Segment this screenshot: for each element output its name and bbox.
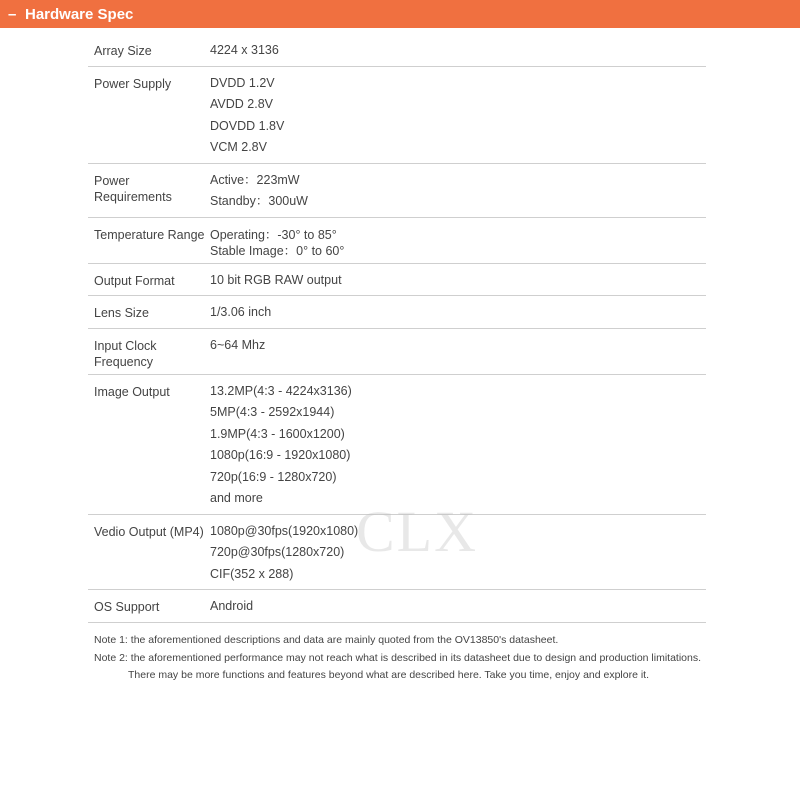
spec-label: Input Clock Frequency: [94, 338, 157, 369]
spec-value-line: DVDD 1.2V: [210, 75, 275, 90]
collapse-icon[interactable]: –: [8, 5, 17, 23]
spec-value: [210, 224, 706, 259]
spec-value-line: 1/3.06 inch: [210, 305, 272, 319]
spec-row-array-size: [88, 34, 706, 67]
spec-value: [210, 302, 706, 324]
note-2: Note 2: the aforementioned performance may not reach what is described in its datasheet due to design and production limitations.: [94, 651, 702, 664]
spec-value-line: Android: [210, 599, 254, 613]
spec-label: Vedio Output (MP4): [94, 524, 204, 539]
spec-label: Temperature Range: [94, 227, 205, 242]
notes: [94, 632, 774, 685]
spec-value-line: AVDD 2.8V: [210, 97, 273, 111]
note-1: Note 1: the aforementioned descriptions and data are mainly quoted from the OV13850's datasheet.: [94, 634, 559, 646]
spec-value-line: 1080p@30fps(1920x1080): [210, 523, 359, 538]
spec-value-line: 720p(16:9 - 1280x720): [210, 469, 337, 484]
spec-value: [210, 270, 706, 292]
spec-label: Array Size: [94, 44, 152, 58]
spec-row-image-output: [88, 375, 706, 515]
spec-row-power-supply: [88, 67, 706, 164]
spec-value-line: 10 bit RGB RAW output: [210, 272, 342, 287]
spec-label: OS Support: [94, 600, 160, 614]
spec-label: Power Requirements: [94, 173, 172, 204]
spec-label: Output Format: [94, 273, 175, 288]
note-2-continued: There may be more functions and features beyond what are described here. Take you time, enjoy and explore it.: [128, 669, 650, 681]
spec-value: [210, 335, 706, 370]
spec-value-line: Standby：300uW: [210, 194, 308, 208]
spec-value-line: 1.9MP(4:3 - 1600x1200): [210, 426, 345, 441]
spec-value-line: 4224 x 3136: [210, 43, 279, 57]
section-title: Hardware Spec: [25, 5, 134, 23]
spec-value-line: 720p@30fps(1280x720): [210, 545, 345, 559]
spec-value-line: 1080p(16:9 - 1920x1080): [210, 448, 351, 462]
spec-value-line: CIF(352 x 288): [210, 566, 294, 581]
spec-row-input-clock: [88, 329, 706, 375]
spec-value-line: 13.2MP(4:3 - 4224x3136): [210, 383, 352, 398]
spec-value: [210, 73, 706, 159]
spec-value-line: Stable Image：0° to 60°: [210, 243, 345, 258]
spec-label: Lens Size: [94, 306, 149, 320]
spec-row-output-format: [88, 264, 706, 297]
section-header: [0, 0, 800, 28]
watermark: CLX: [356, 499, 478, 564]
spec-row-os-support: [88, 590, 706, 623]
spec-value: [210, 170, 706, 213]
spec-row-temperature-range: [88, 218, 706, 264]
spec-value-line: Active：223mW: [210, 172, 300, 187]
spec-label: Power Supply: [94, 76, 172, 91]
spec-value-line: Operating：-30° to 85°: [210, 227, 337, 242]
spec-value-line: and more: [210, 491, 263, 505]
spec-value: [210, 40, 706, 62]
spec-value-line: 5MP(4:3 - 2592x1944): [210, 405, 335, 419]
spec-label: Image Output: [94, 384, 170, 399]
spec-value: [210, 381, 706, 510]
spec-value-line: DOVDD 1.8V: [210, 118, 285, 133]
spec-value-line: VCM 2.8V: [210, 140, 267, 154]
spec-value: [210, 596, 706, 618]
spec-row-power-requirements: [88, 164, 706, 218]
spec-value-line: 6~64 Mhz: [210, 337, 266, 352]
spec-row-lens-size: [88, 296, 706, 329]
